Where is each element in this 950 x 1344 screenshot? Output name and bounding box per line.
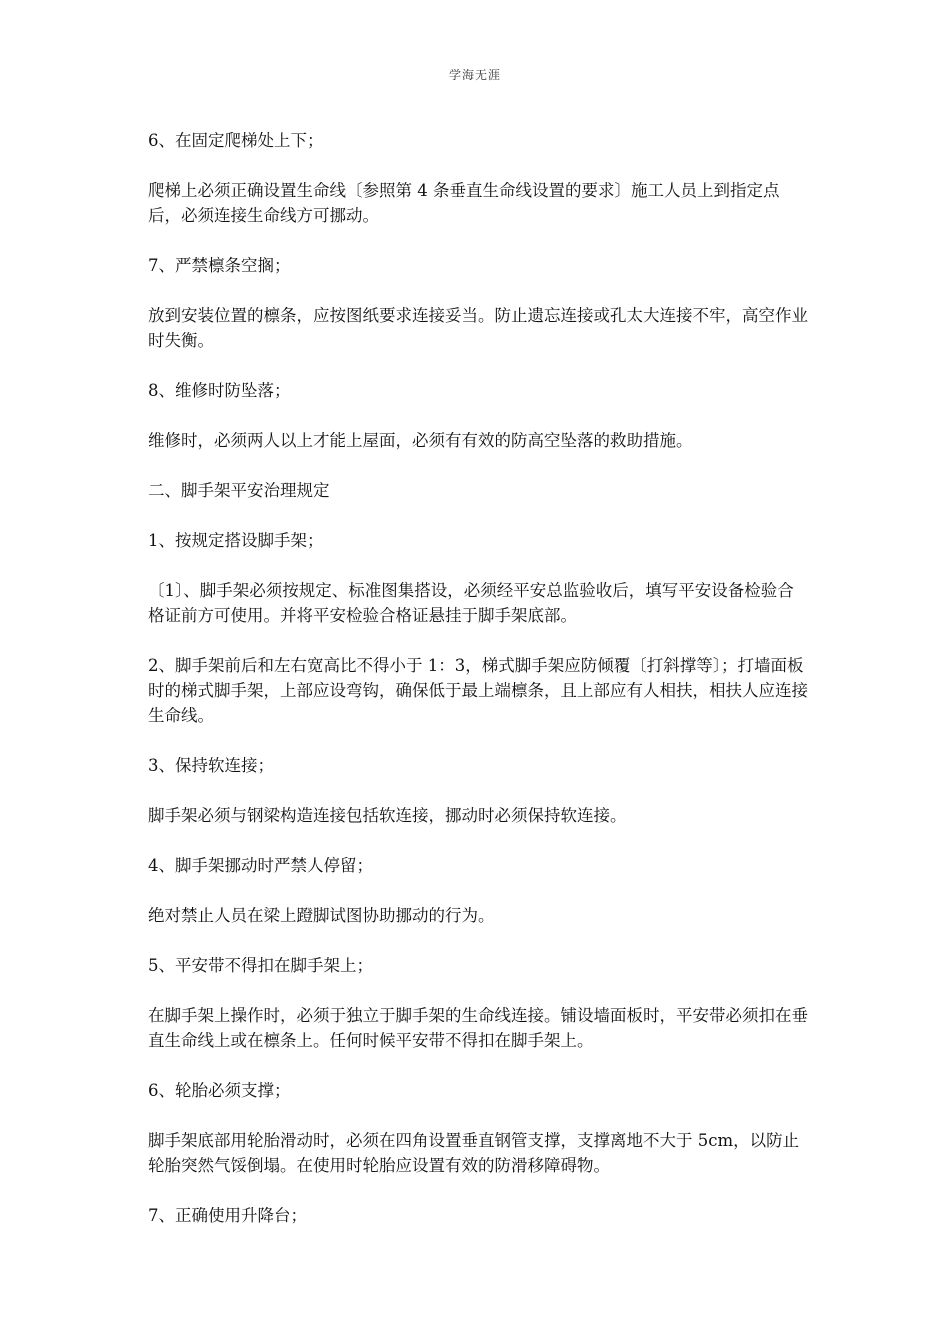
item-body: 在脚手架上操作时，必须于独立于脚手架的生命线连接。铺设墙面板时，平安带必须扣在垂直生命线上或在檩条上。任何时候平安带不得扣在脚手架上。 — [148, 1006, 808, 1050]
document-body — [148, 128, 808, 1253]
item-body: 维修时，必须两人以上才能上屋面，必须有有效的防高空坠落的救助措施。 — [148, 431, 693, 450]
page-header: 学海无涯 — [448, 68, 501, 82]
item-body: 脚手架底部用轮胎滑动时，必须在四角设置垂直钢管支撑，支撑离地不大于 5cm，以防止轮胎突然气馁倒塌。在使用时轮胎应设置有效的防滑移障碍物。 — [148, 1131, 800, 1175]
item-heading: 4、脚手架挪动时严禁人停留； — [148, 856, 373, 875]
item-heading: 6、在固定爬梯处上下； — [148, 131, 324, 150]
item-body: 〔1〕、脚手架必须按规定、标准图集搭设，必须经平安总监验收后，填写平安设备检验合格证前方可使用。并将平安检验合格证悬挂于脚手架底部。 — [148, 581, 794, 625]
item-heading: 5、平安带不得扣在脚手架上； — [148, 956, 373, 975]
item-heading: 8、维修时防坠落； — [148, 381, 291, 400]
item-body: 2、脚手架前后和左右宽高比不得小于 1：3，梯式脚手架应防倾覆〔打斜撑等〕；打墙面板时的梯式脚手架，上部应设弯钩，确保低于最上端檩条，且上部应有人相扶，相扶人应连接生命线。 — [148, 656, 808, 725]
item-heading: 3、保持软连接； — [148, 756, 274, 775]
item-heading: 1、按规定搭设脚手架； — [148, 531, 324, 550]
section-heading: 二、脚手架平安治理规定 — [148, 481, 330, 500]
item-body: 爬梯上必须正确设置生命线〔参照第 4 条垂直生命线设置的要求〕施工人员上到指定点后，必须连接生命线方可挪动。 — [148, 181, 780, 225]
item-heading: 7、正确使用升降台； — [148, 1206, 307, 1225]
item-body: 脚手架必须与钢梁构造连接包括软连接，挪动时必须保持软连接。 — [148, 806, 627, 825]
item-body: 绝对禁止人员在梁上蹬脚试图协助挪动的行为。 — [148, 906, 495, 925]
item-body: 放到安装位置的檩条，应按图纸要求连接妥当。防止遗忘连接或孔太大连接不牢，高空作业时失衡。 — [148, 306, 808, 350]
item-heading: 6、轮胎必须支撑； — [148, 1081, 291, 1100]
item-heading: 7、严禁檩条空搁； — [148, 256, 291, 275]
